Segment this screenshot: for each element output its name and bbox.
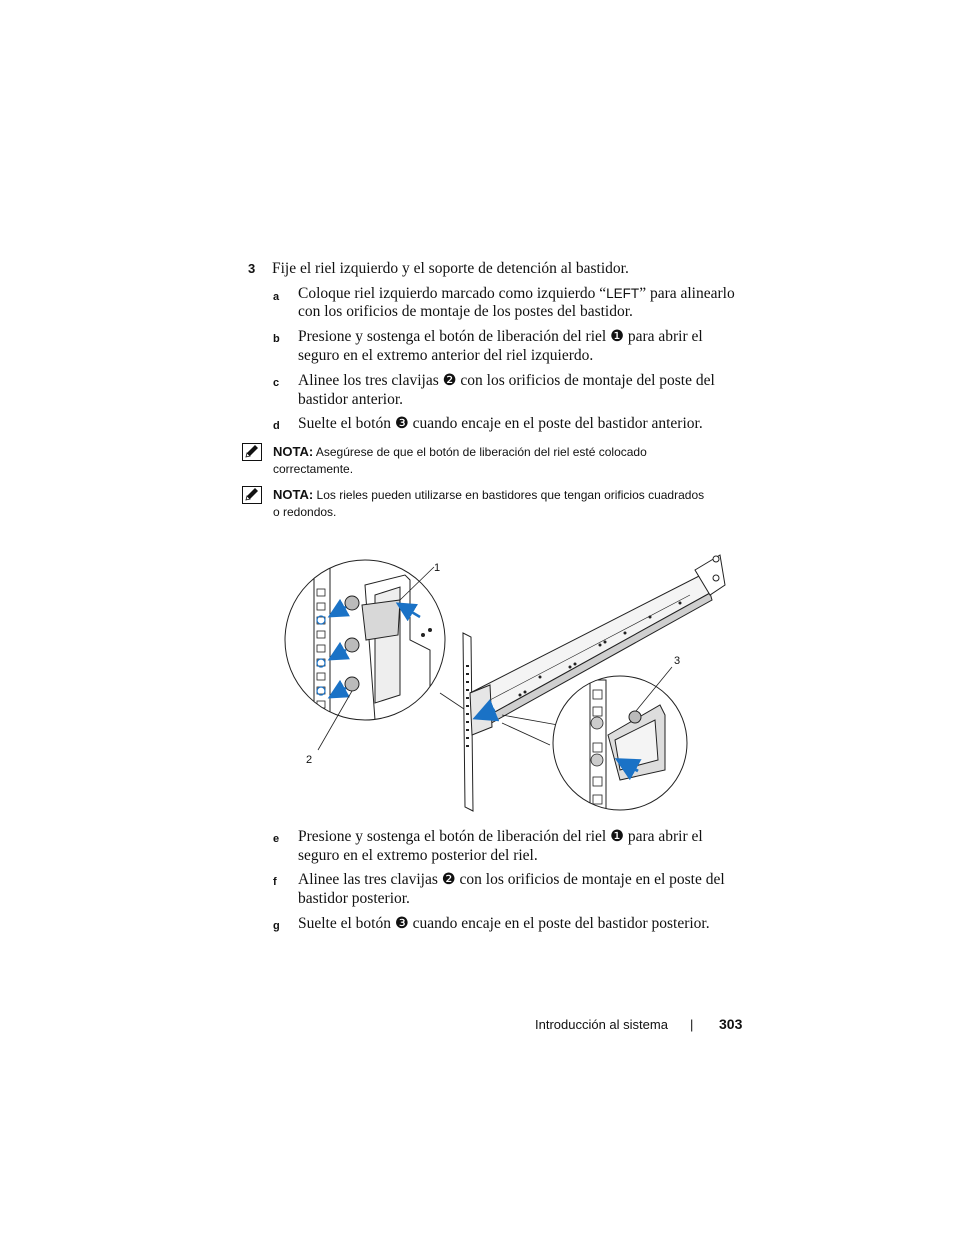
callout-1: 1 xyxy=(434,562,441,574)
pencil-note-icon xyxy=(242,486,262,504)
substep-letter-f: f xyxy=(273,876,277,888)
pencil-note-icon xyxy=(242,443,262,461)
note-2-line2: o redondos. xyxy=(273,505,337,519)
substep-a-post: ” para alinearlo xyxy=(639,285,735,302)
substep-b-line2: seguro en el extremo anterior del riel izquierdo. xyxy=(298,347,594,364)
substep-f-line2: bastidor posterior. xyxy=(298,890,410,907)
substep-f-line1: Alinee las tres clavijas ❷ con los orificios de montaje en el poste del xyxy=(298,871,725,888)
front-post-detail xyxy=(280,545,450,737)
note-2-text: Los rieles pueden utilizarse en bastidores que tengan orificios cuadrados xyxy=(316,488,705,502)
note-2-line1 xyxy=(273,486,704,504)
substep-c-line2: bastidor anterior. xyxy=(298,391,404,408)
note-1-label: NOTA: xyxy=(273,444,314,459)
footer-section-title: Introducción al sistema xyxy=(535,1017,668,1032)
callout-2: 2 xyxy=(306,754,313,766)
step-text: Fije el riel izquierdo y el soporte de detención al bastidor. xyxy=(272,260,629,277)
substep-a-pre: Coloque riel izquierdo marcado como izquierdo “ xyxy=(298,285,607,302)
rail-installation-figure xyxy=(280,545,740,825)
substep-d-line1: Suelte el botón ❸ cuando encaje en el poste del bastidor anterior. xyxy=(298,415,703,432)
substep-letter-g: g xyxy=(273,920,280,932)
substep-a-line2: con los orificios de montaje de los postes del bastidor. xyxy=(298,303,633,320)
callout-3: 3 xyxy=(674,655,681,667)
note-1-text: Asegúrese de que el botón de liberación del riel esté colocado xyxy=(315,445,647,459)
substep-c-line1: Alinee los tres clavijas ❷ con los orificios de montaje del poste del xyxy=(298,372,715,389)
substep-letter-a: a xyxy=(273,291,280,303)
note-1-line2: correctamente. xyxy=(273,462,354,476)
substep-letter-c: c xyxy=(273,377,280,389)
substep-e-line1: Presione y sostenga el botón de liberación del riel ❶ para abrir el xyxy=(298,828,703,845)
substep-letter-b: b xyxy=(273,333,280,345)
substep-a-line1 xyxy=(298,284,735,303)
substep-letter-d: d xyxy=(273,420,280,432)
step-number: 3 xyxy=(248,261,256,276)
substep-letter-e: e xyxy=(273,833,280,845)
left-code: LEFT xyxy=(606,286,640,301)
footer-separator: | xyxy=(690,1017,694,1032)
page-number: 303 xyxy=(719,1016,743,1032)
substep-e-line2: seguro en el extremo posterior del riel. xyxy=(298,847,538,864)
substep-g-line1: Suelte el botón ❸ cuando encaje en el poste del bastidor posterior. xyxy=(298,915,710,932)
note-1-line1 xyxy=(273,443,647,461)
note-2-label: NOTA: xyxy=(273,487,314,502)
substep-b-line1: Presione y sostenga el botón de liberación del riel ❶ para abrir el xyxy=(298,328,703,345)
